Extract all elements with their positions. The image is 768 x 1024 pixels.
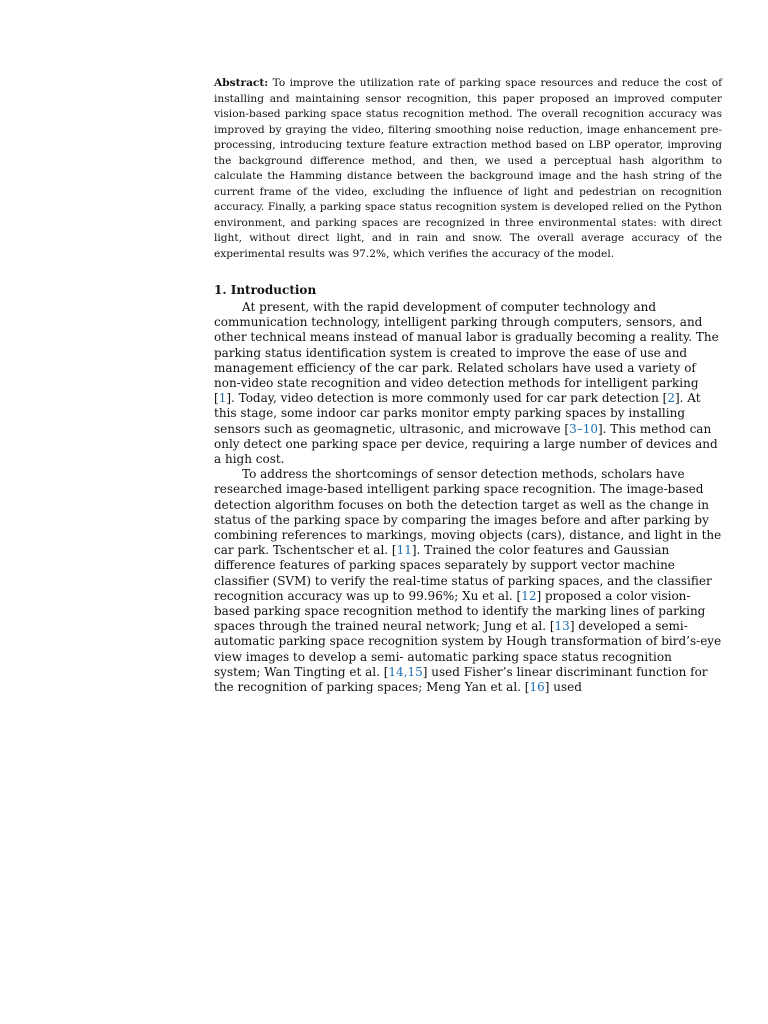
citation-link[interactable]: 16 (529, 680, 545, 695)
paragraph-text: ] developed a semi-automatic parking space recognition system by Hough transformation of bird’s-eye view images to develop a semi- automatic parking space status recognition system; Wan Tingting et al. [ (214, 619, 722, 679)
citation-link[interactable]: 3–10 (569, 421, 598, 436)
citation-link[interactable]: 11 (396, 543, 412, 558)
abstract (214, 76, 722, 262)
paragraph-text: At present, with the rapid development of computer technology and communication technology, intelligent parking through computers, sensors, and other technical means instead of manual labor is gradually becoming a reality. The parking status identification system is created to improve the ease of use and management efficiency of the car park. Related scholars have used a variety of non-video state recognition and video detection methods for intelligent parking [ (214, 300, 719, 406)
citation-link[interactable]: 12 (521, 588, 537, 603)
paragraph-text: ]. Trained the color features and Gaussian difference features of parking spaces separately by support vector machine classifier (SVM) to verify the real-time status of parking spaces, and the classifier recognition accuracy was up to 99.96%; Xu et al. [ (214, 543, 712, 603)
citation-link[interactable]: 1 (218, 391, 227, 406)
intro-paragraph-2 (214, 467, 722, 695)
citation-link[interactable]: 14,15 (388, 664, 423, 679)
paragraph-text: ]. At this stage, some indoor car parks monitor empty parking spaces by installing sensors such as geomagnetic, ultrasonic, and microwave [ (214, 391, 701, 436)
paragraph-text: ] used (544, 680, 582, 695)
section-heading-introduction: 1. Introduction (214, 283, 317, 297)
abstract-text: To improve the utilization rate of parking space resources and reduce the cost of installing and maintaining sensor recognition, this paper proposed an improved computer vision-based parking space status recognition method. The overall recognition accuracy was improved by graying the video, filtering smoothing noise reduction, image enhancement pre-processing, introducing texture feature extraction method based on LBP operator, improving the background difference method, and then, we used a perceptual hash algorithm to calculate the Hamming distance between the background image and the hash string of the current frame of the video, excluding the influence of light and pedestrian on recognition accuracy. Finally, a parking space status recognition system is developed relied on the Python environment, and parking spaces are recognized in three environmental states: with direct light, without direct light, and in rain and snow. The overall average accuracy of the experimental results was 97.2%, which verifies the accuracy of the model. (214, 77, 722, 260)
intro-paragraph-1 (214, 300, 722, 467)
citation-link[interactable]: 13 (554, 619, 570, 634)
paragraph-text: ]. Today, video detection is more commonly used for car park detection [ (226, 391, 668, 406)
paragraph-text: ] used Fisher’s linear discriminant function for the recognition of parking spaces; Meng Yan et al. [ (214, 664, 708, 695)
abstract-label: Abstract: (214, 77, 269, 89)
paragraph-text: To address the shortcomings of sensor detection methods, scholars have researched image-based intelligent parking space recognition. The image-based detection algorithm focuses on both the detection target as well as the change in status of the parking space by comparing the images before and after parking by combining references to markings, moving objects (cars), distance, and light in the car park. Tschentscher et al. [ (214, 467, 722, 558)
paper-page (214, 76, 722, 695)
paragraph-text: ] proposed a color vision-based parking space recognition method to identify the marking lines of parking spaces through the trained neural network; Jung et al. [ (214, 588, 706, 634)
citation-link[interactable]: 2 (667, 391, 675, 406)
paragraph-text: ]. This method can only detect one parking space per device, requiring a large number of devices and a high cost. (214, 421, 718, 467)
